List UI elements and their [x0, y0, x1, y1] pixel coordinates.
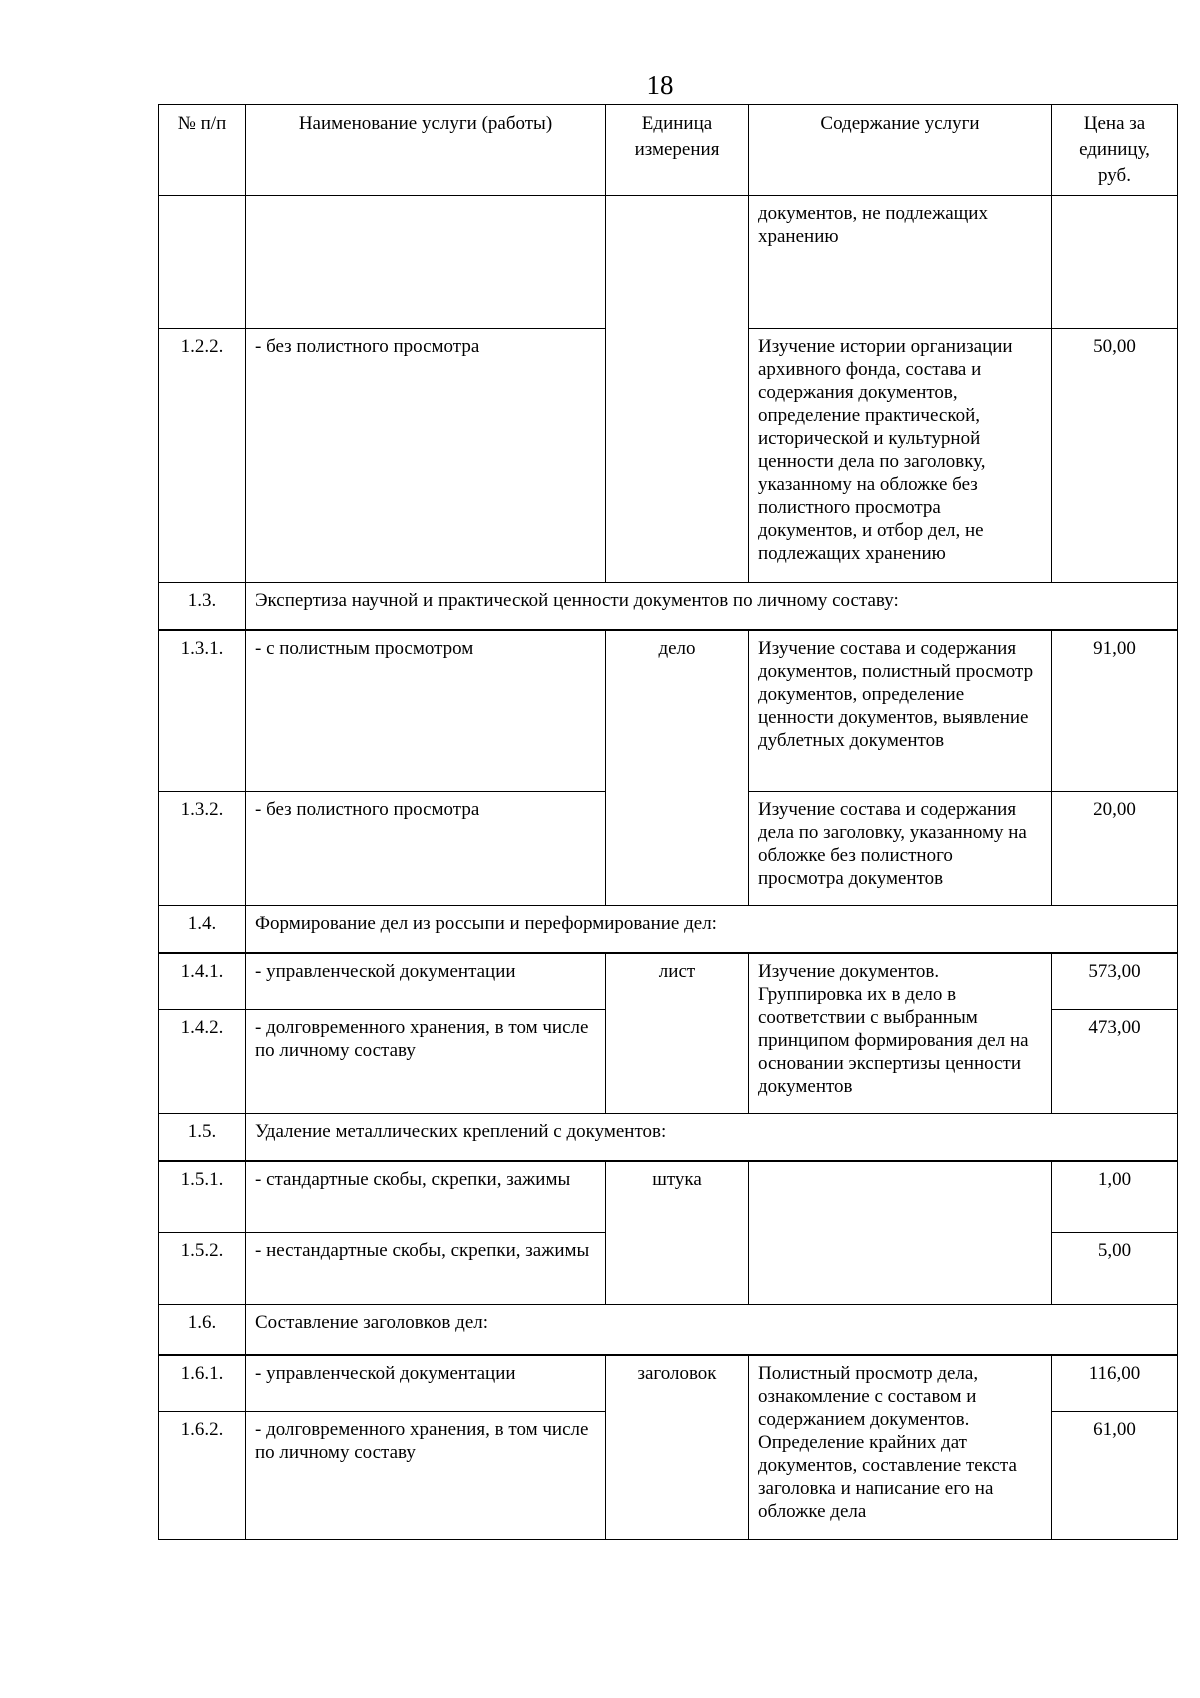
row-price: 1,00 — [1052, 1161, 1178, 1233]
row-name: - без полистного просмотра — [246, 329, 606, 583]
header-price: Цена за единицу, руб. — [1052, 105, 1178, 196]
header-num: № п/п — [159, 105, 246, 196]
table-row — [159, 196, 1178, 329]
row-name: - управленческой документации — [246, 1355, 606, 1412]
section-num: 1.3. — [159, 583, 246, 630]
row-content: Изучение истории организации архивного фонда, состава и содержания документов, определение практической, исторической и культурной ценности дела по заголовку, указанному на обложке без полистного просмотра документов, и отбор дел, не подлежащих хранению — [749, 329, 1052, 583]
row-unit: дело — [606, 630, 749, 906]
row-name: - стандартные скобы, скрепки, зажимы — [246, 1161, 606, 1233]
row-price: 20,00 — [1052, 792, 1178, 906]
row-name: - долговременного хранения, в том числе по личному составу — [246, 1010, 606, 1114]
table-row — [159, 630, 1178, 792]
section-row — [159, 906, 1178, 953]
table-row — [159, 1161, 1178, 1233]
row-num: 1.5.1. — [159, 1161, 246, 1233]
section-row — [159, 1305, 1178, 1355]
price-table — [158, 104, 1178, 1540]
row-num: 1.4.1. — [159, 953, 246, 1010]
header-content: Содержание услуги — [749, 105, 1052, 196]
row-name — [246, 196, 606, 329]
section-title: Формирование дел из россыпи и переформирование дел: — [246, 906, 1178, 953]
row-price: 573,00 — [1052, 953, 1178, 1010]
row-name: - нестандартные скобы, скрепки, зажимы — [246, 1233, 606, 1305]
row-num — [159, 196, 246, 329]
section-num: 1.5. — [159, 1114, 246, 1161]
section-title: Удаление металлических креплений с документов: — [246, 1114, 1178, 1161]
row-price: 50,00 — [1052, 329, 1178, 583]
row-unit: заголовок — [606, 1355, 749, 1540]
section-num: 1.6. — [159, 1305, 246, 1355]
section-row — [159, 583, 1178, 630]
row-content: Изучение состава и содержания дела по заголовку, указанному на обложке без полистного просмотра документов — [749, 792, 1052, 906]
table-row — [159, 953, 1178, 1010]
table-header-row — [159, 105, 1178, 196]
row-price: 61,00 — [1052, 1412, 1178, 1540]
row-unit: штука — [606, 1161, 749, 1305]
row-content: документов, не подлежащих хранению — [749, 196, 1052, 329]
row-name: - управленческой документации — [246, 953, 606, 1010]
row-unit: лист — [606, 953, 749, 1114]
page-number: 18 — [646, 70, 674, 100]
row-num: 1.3.1. — [159, 630, 246, 792]
row-price: 473,00 — [1052, 1010, 1178, 1114]
section-num: 1.4. — [159, 906, 246, 953]
row-num: 1.6.1. — [159, 1355, 246, 1412]
row-num: 1.6.2. — [159, 1412, 246, 1540]
table-row — [159, 1355, 1178, 1412]
row-content: Изучение состава и содержания документов, полистный просмотр документов, определение ценности документов, выявление дублетных документов — [749, 630, 1052, 792]
row-num: 1.4.2. — [159, 1010, 246, 1114]
header-unit: Единица измерения — [606, 105, 749, 196]
row-price: 116,00 — [1052, 1355, 1178, 1412]
row-name: - долговременного хранения, в том числе по личному составу — [246, 1412, 606, 1540]
row-name: - с полистным просмотром — [246, 630, 606, 792]
section-title: Экспертиза научной и практической ценности документов по личному составу: — [246, 583, 1178, 630]
row-price: 91,00 — [1052, 630, 1178, 792]
row-content: Полистный просмотр дела, ознакомление с составом и содержанием документов. Определение крайних дат документов, составление текста заголовка и написание его на обложке дела — [749, 1355, 1052, 1540]
row-content — [749, 1161, 1052, 1305]
row-num: 1.3.2. — [159, 792, 246, 906]
row-unit — [606, 196, 749, 583]
row-content: Изучение документов. Группировка их в дело в соответствии с выбранным принципом формирования дел на основании экспертизы ценности документов — [749, 953, 1052, 1114]
row-price — [1052, 196, 1178, 329]
section-row — [159, 1114, 1178, 1161]
row-price: 5,00 — [1052, 1233, 1178, 1305]
row-name: - без полистного просмотра — [246, 792, 606, 906]
row-num: 1.5.2. — [159, 1233, 246, 1305]
header-name: Наименование услуги (работы) — [246, 105, 606, 196]
section-title: Составление заголовков дел: — [246, 1305, 1178, 1355]
row-num: 1.2.2. — [159, 329, 246, 583]
